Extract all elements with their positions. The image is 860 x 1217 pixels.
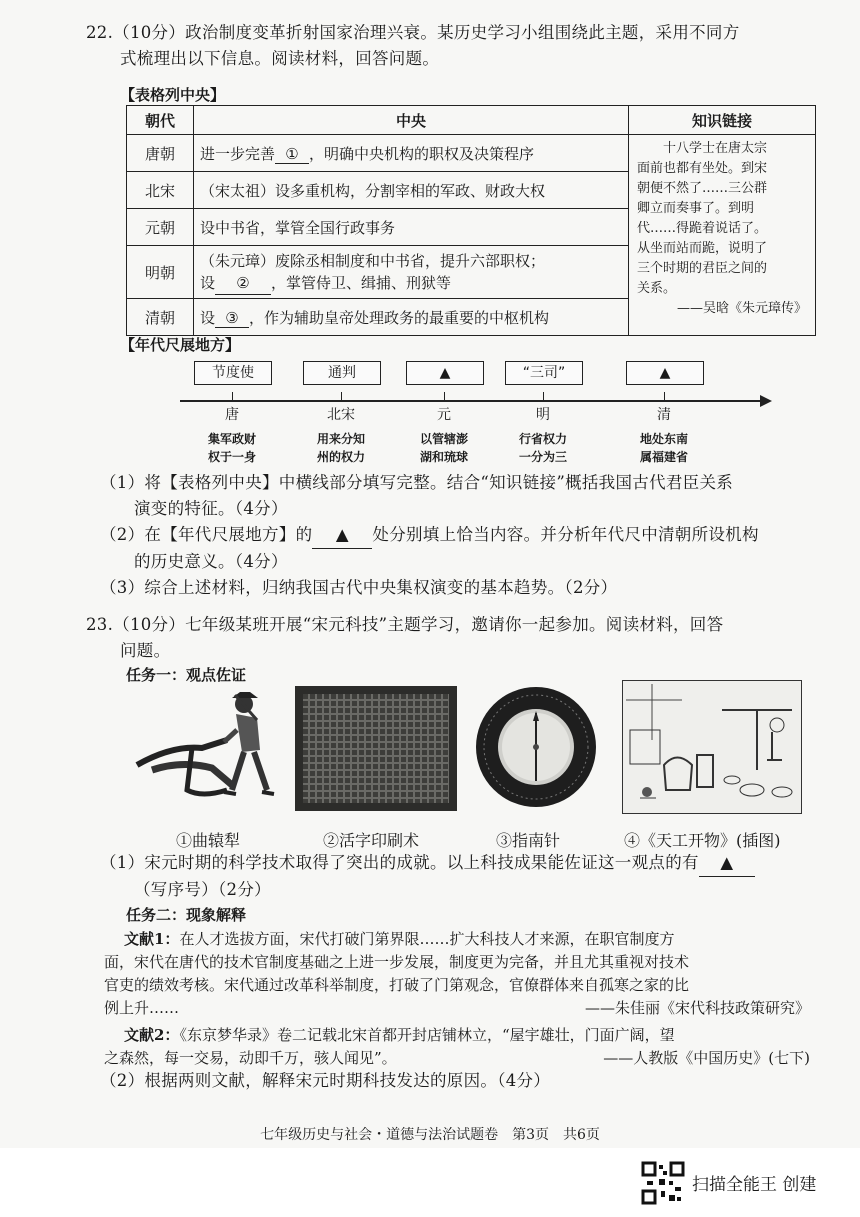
timeline-dynasty-yuan: 元 (437, 407, 451, 423)
timeline-box-yuan[interactable]: ▲ (406, 361, 484, 385)
caption-compass: ③指南针 (496, 831, 561, 850)
central-cell: 设中书省，掌管全国行政事务 (194, 209, 629, 246)
blank-2[interactable]: ② (215, 272, 271, 295)
q22-sub3: （3）综合上述材料，归纳我国古代中央集权演变的基本趋势。（2分） (100, 578, 618, 597)
blank-1[interactable]: ① (275, 145, 309, 164)
dynasty-cell: 唐朝 (127, 135, 194, 172)
timeline-dynasty-qing: 清 (657, 407, 671, 423)
compass-image (474, 685, 598, 809)
timeline-note: 以管辖澎 湖和琉球 (419, 432, 468, 464)
table-title: 【表格列中央】 (120, 86, 226, 104)
q23-sub1-cont: （写序号）（2分） (134, 880, 271, 899)
caption-tiangong: ④《天工开物》(插图) (624, 831, 781, 850)
q22-sub1-cont: 演变的特征。（4分） (134, 499, 288, 518)
central-cell: （宋太祖）设多重机构，分割宰相的军政、财政大权 (194, 172, 629, 209)
q22-sub2: （2）在【年代尺展地方】的 ▲ 处分别填上恰当内容。并分析年代尺中清朝所设机构 (100, 522, 820, 549)
arrow-right-icon (760, 395, 772, 407)
q22-sub1: （1）将【表格列中央】中横线部分填写完整。结合“知识链接”概括我国古代君臣关系 (100, 473, 734, 492)
timeline-box-qing[interactable]: ▲ (626, 361, 704, 385)
timeline-box-tang: 节度使 (194, 361, 272, 385)
caption-printing: ②活字印刷术 (323, 831, 420, 850)
central-cell: （朱元璋）废除丞相制度和中书省，提升六部职权； 设 ② ，掌管侍卫、缉捕、刑狱等 (194, 246, 629, 299)
header-link: 知识链接 (629, 106, 816, 135)
timeline-note: 用来分知 州的权力 (316, 432, 365, 464)
timeline-axis (180, 400, 766, 402)
timeline-dynasty-tang: 唐 (225, 407, 239, 423)
q23-sub2: （2）根据两则文献，解释宋元时期科技发达的原因。（4分） (100, 1071, 551, 1090)
document-2: 文献2：《东京梦华录》卷二记载北宋首都开封店铺林立，“屋宇雄壮，门面广阔，望 之森然，每一交易，动即千万，骇人闻见”。 ——人教版《中国历史》(七下) (104, 1026, 810, 1067)
blank-3[interactable]: ③ (215, 309, 249, 328)
timeline-note: 集军政财 权于一身 (207, 432, 256, 464)
movable-type-image (295, 686, 457, 811)
dynasty-table (126, 105, 816, 336)
timeline-title: 【年代尺展地方】 (120, 336, 241, 354)
task1-title: 任务一：观点佐证 (126, 666, 247, 684)
q22-stem-line1: 22.（10分）政治制度变革折射国家治理兴衰。某历史学习小组围绕此主题，采用不同方 (86, 23, 740, 42)
dynasty-cell: 北宋 (127, 172, 194, 209)
caption-plough: ①曲辕犁 (176, 831, 241, 850)
q23-stem-line2: 问题。 (120, 641, 171, 660)
header-dynasty: 朝代 (127, 106, 194, 135)
central-cell: 设 ③ ，作为辅助皇帝处理政务的最重要的中枢机构 (194, 299, 629, 336)
timeline-note: 行省权力 一分为三 (518, 432, 567, 464)
page-footer: 七年级历史与社会・道德与法治试题卷 第3页 共6页 (260, 1127, 600, 1143)
document-1: 文献1：在人才选拔方面，宋代打破门第界限……扩大科技人才来源，在职官制度方 面，宋代在唐代的技术官制度基础之上进一步发展，制度更为完备，并且尤其重视对技术 官吏的绩效考核。宋代通过改革科举制度，打破了门第观念，官僚群体来自孤寒之家的比 例上升…… ——朱佳丽《宋代科技政策研究》 (104, 930, 810, 1017)
timeline-note: 地处东南 属福建省 (639, 432, 688, 464)
q23-stem-line1: 23.（10分）七年级某班开展“宋元科技”主题学习，邀请你一起参加。阅读材料，回答 (86, 615, 724, 634)
timeline-box-ming: “三司” (505, 361, 583, 385)
dynasty-cell: 清朝 (127, 299, 194, 336)
tiangong-kaiwu-image (622, 680, 802, 814)
task2-title: 任务二：现象解释 (126, 906, 247, 924)
q22-sub2-cont: 的历史意义。（4分） (134, 552, 288, 571)
timeline-dynasty-song: 北宋 (327, 407, 355, 423)
dynasty-cell: 元朝 (127, 209, 194, 246)
central-cell: 进一步完善 ① ，明确中央机构的职权及决策程序 (194, 135, 629, 172)
qr-code-icon (641, 1161, 685, 1205)
timeline-dynasty-ming: 明 (536, 407, 550, 423)
q22-stem-line2: 式梳理出以下信息。阅读材料，回答问题。 (120, 49, 440, 68)
timeline-box-song: 通判 (303, 361, 381, 385)
table-row (127, 135, 816, 172)
header-central: 中央 (194, 106, 629, 135)
dynasty-cell: 明朝 (127, 246, 194, 299)
q23-sub1: （1）宋元时期的科学技术取得了突出的成就。以上科技成果能佐证这一观点的有 ▲ (100, 850, 820, 877)
watermark-text: 扫描全能王 创建 (692, 1175, 817, 1195)
plough-image (132, 690, 282, 808)
knowledge-link-cell: 十八学士在唐太宗 面前也都有坐处。到宋 朝便不然了……三公群 卿立而奏事了。到明 代……得跪着说话了。 从坐而站而跪，说明了 三个时期的君臣之间的 关系。 ——吴晗《朱元璋传》 (629, 135, 816, 336)
